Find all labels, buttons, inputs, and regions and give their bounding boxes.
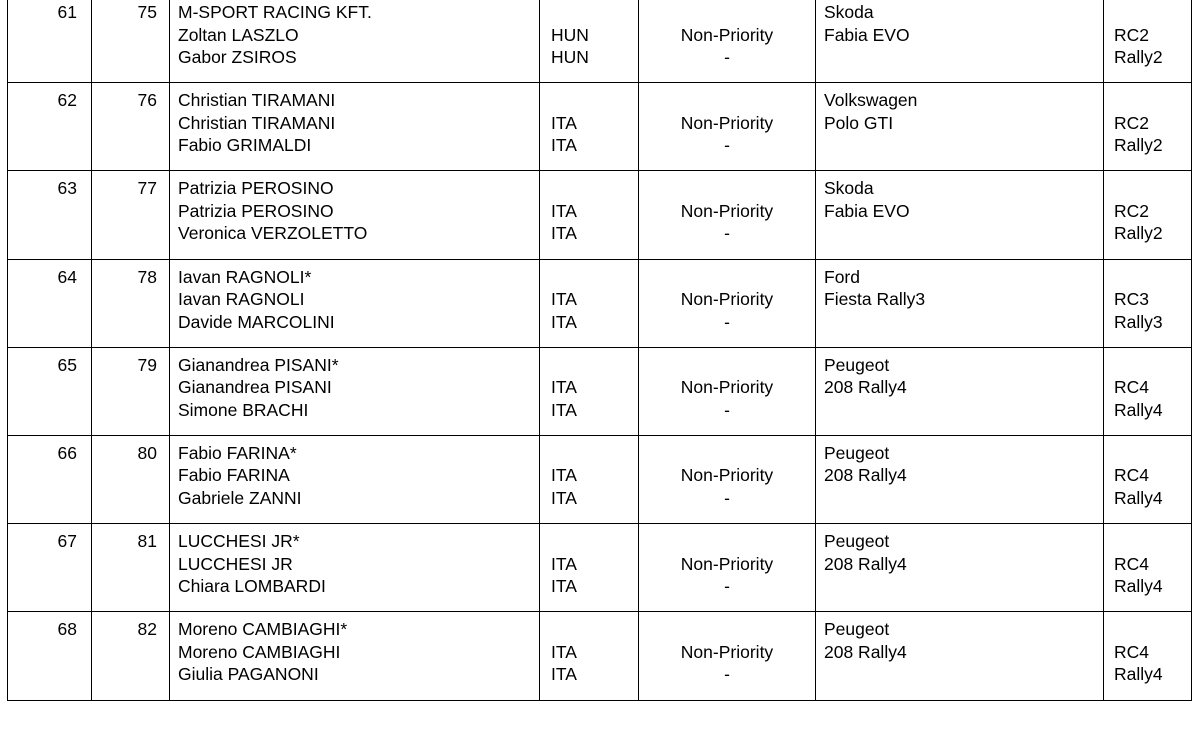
priority-status: Non-Priority: [680, 465, 774, 486]
car-number-cell: [92, 347, 170, 435]
priority-cell: [639, 171, 816, 259]
class-code: RC3: [1114, 289, 1150, 310]
vehicle-cell: [816, 83, 1104, 171]
vehicle-model: 208 Rally4: [824, 377, 907, 398]
vehicle-make: Volkswagen: [824, 90, 918, 111]
vehicle-make: Peugeot: [824, 354, 890, 375]
entry-number: 61: [57, 2, 77, 22]
entry-list-table: [7, 0, 1192, 701]
vehicle-model: Fabia EVO: [824, 200, 910, 221]
priority-cell: [639, 259, 816, 347]
entry-number: 67: [57, 531, 77, 552]
codriver-priority: -: [724, 399, 730, 420]
table-row: [8, 612, 1192, 700]
crew-cell: [170, 0, 540, 83]
priority-status: Non-Priority: [680, 289, 774, 310]
codriver-nationality: ITA: [551, 664, 577, 685]
vehicle-model: 208 Rally4: [824, 553, 907, 574]
car-number: 82: [137, 619, 157, 640]
car-number: 75: [137, 2, 157, 22]
vehicle-make: Peugeot: [824, 442, 890, 463]
codriver-nationality: ITA: [551, 223, 577, 244]
driver-name: Iavan RAGNOLI: [178, 289, 305, 310]
driver-name: LUCCHESI JR: [178, 553, 293, 574]
car-number-cell: [92, 0, 170, 83]
class-cell: [1104, 259, 1192, 347]
codriver-nationality: HUN: [551, 47, 589, 67]
class-code: RC4: [1114, 641, 1150, 662]
class-cell: [1104, 347, 1192, 435]
priority-status: Non-Priority: [680, 200, 774, 221]
entrant-name: Gianandrea PISANI*: [178, 354, 339, 375]
crew-cell: [170, 435, 540, 523]
vehicle-model: 208 Rally4: [824, 465, 907, 486]
driver-name: Moreno CAMBIAGHI: [178, 641, 341, 662]
class-group: Rally4: [1114, 576, 1163, 597]
vehicle-make: Ford: [824, 266, 860, 287]
class-group: Rally4: [1114, 399, 1163, 420]
entry-list-body: [8, 0, 1192, 700]
table-row: [8, 347, 1192, 435]
car-number-cell: [92, 612, 170, 700]
driver-nationality: ITA: [551, 200, 577, 221]
class-cell: [1104, 0, 1192, 83]
codriver-priority: -: [724, 487, 730, 508]
vehicle-model: Fiesta Rally3: [824, 289, 926, 310]
priority-cell: [639, 524, 816, 612]
class-code: RC4: [1114, 553, 1150, 574]
nationality-cell: [540, 612, 639, 700]
entrant-name: Moreno CAMBIAGHI*: [178, 619, 348, 640]
driver-name: Zoltan LASZLO: [178, 24, 299, 45]
vehicle-model: Fabia EVO: [824, 24, 910, 45]
codriver-priority: -: [724, 664, 730, 685]
class-group: Rally4: [1114, 664, 1163, 685]
priority-status: Non-Priority: [680, 24, 774, 45]
table-row: [8, 259, 1192, 347]
car-number: 79: [137, 354, 157, 375]
vehicle-cell: [816, 612, 1104, 700]
class-code: RC2: [1114, 200, 1150, 221]
entrant-name: Fabio FARINA*: [178, 442, 297, 463]
vehicle-cell: [816, 435, 1104, 523]
vehicle-model: Polo GTI: [824, 112, 894, 133]
nationality-cell: [540, 259, 639, 347]
entrant-name: Christian TIRAMANI: [178, 90, 336, 111]
nationality-cell: [540, 435, 639, 523]
codriver-priority: -: [724, 576, 730, 597]
class-group: Rally2: [1114, 223, 1163, 244]
class-code: RC4: [1114, 377, 1150, 398]
entry-number-cell: [8, 83, 92, 171]
codriver-name: Gabor ZSIROS: [178, 47, 297, 67]
codriver-nationality: ITA: [551, 399, 577, 420]
codriver-priority: -: [724, 311, 730, 332]
codriver-priority: -: [724, 47, 730, 67]
class-cell: [1104, 435, 1192, 523]
codriver-name: Simone BRACHI: [178, 399, 309, 420]
entry-number: 63: [57, 178, 77, 199]
driver-name: Fabio FARINA: [178, 465, 290, 486]
class-code: RC4: [1114, 465, 1150, 486]
class-cell: [1104, 83, 1192, 171]
codriver-name: Gabriele ZANNI: [178, 487, 302, 508]
class-cell: [1104, 612, 1192, 700]
entry-number: 68: [57, 619, 77, 640]
table-row: [8, 524, 1192, 612]
vehicle-cell: [816, 259, 1104, 347]
crew-cell: [170, 171, 540, 259]
class-group: Rally2: [1114, 135, 1163, 156]
table-row: [8, 171, 1192, 259]
priority-cell: [639, 0, 816, 83]
entry-number-cell: [8, 612, 92, 700]
car-number-cell: [92, 259, 170, 347]
driver-nationality: ITA: [551, 465, 577, 486]
driver-name: Patrizia PEROSINO: [178, 200, 334, 221]
vehicle-make: Skoda: [824, 2, 874, 22]
crew-cell: [170, 524, 540, 612]
entry-number-cell: [8, 524, 92, 612]
priority-cell: [639, 612, 816, 700]
car-number-cell: [92, 524, 170, 612]
priority-status: Non-Priority: [680, 553, 774, 574]
entry-number: 66: [57, 442, 77, 463]
car-number: 78: [137, 266, 157, 287]
entrant-name: Patrizia PEROSINO: [178, 178, 334, 199]
nationality-cell: [540, 83, 639, 171]
codriver-name: Fabio GRIMALDI: [178, 135, 312, 156]
vehicle-cell: [816, 171, 1104, 259]
entrant-name: Iavan RAGNOLI*: [178, 266, 312, 287]
table-row: [8, 83, 1192, 171]
class-group: Rally3: [1114, 311, 1163, 332]
nationality-cell: [540, 347, 639, 435]
entry-number: 64: [57, 266, 77, 287]
priority-status: Non-Priority: [680, 377, 774, 398]
entry-number-cell: [8, 347, 92, 435]
codriver-nationality: ITA: [551, 576, 577, 597]
vehicle-cell: [816, 347, 1104, 435]
car-number: 77: [137, 178, 157, 199]
table-row: [8, 435, 1192, 523]
driver-name: Christian TIRAMANI: [178, 112, 336, 133]
crew-cell: [170, 612, 540, 700]
car-number: 81: [137, 531, 157, 552]
nationality-cell: [540, 0, 639, 83]
vehicle-make: Skoda: [824, 178, 874, 199]
class-cell: [1104, 171, 1192, 259]
nationality-cell: [540, 171, 639, 259]
car-number: 76: [137, 90, 157, 111]
class-group: Rally2: [1114, 47, 1163, 67]
codriver-name: Veronica VERZOLETTO: [178, 223, 368, 244]
class-code: RC2: [1114, 112, 1150, 133]
codriver-priority: -: [724, 223, 730, 244]
entry-number-cell: [8, 0, 92, 83]
priority-status: Non-Priority: [680, 112, 774, 133]
car-number-cell: [92, 83, 170, 171]
codriver-priority: -: [724, 135, 730, 156]
codriver-nationality: ITA: [551, 135, 577, 156]
car-number-cell: [92, 435, 170, 523]
car-number-cell: [92, 171, 170, 259]
class-group: Rally4: [1114, 487, 1163, 508]
class-code: RC2: [1114, 24, 1150, 45]
priority-cell: [639, 83, 816, 171]
vehicle-make: Peugeot: [824, 619, 890, 640]
codriver-nationality: ITA: [551, 311, 577, 332]
codriver-name: Chiara LOMBARDI: [178, 576, 326, 597]
vehicle-make: Peugeot: [824, 531, 890, 552]
priority-status: Non-Priority: [680, 641, 774, 662]
driver-nationality: ITA: [551, 112, 577, 133]
table-row: [8, 0, 1192, 83]
class-cell: [1104, 524, 1192, 612]
crew-cell: [170, 347, 540, 435]
nationality-cell: [540, 524, 639, 612]
codriver-nationality: ITA: [551, 487, 577, 508]
entry-number: 65: [57, 354, 77, 375]
priority-cell: [639, 435, 816, 523]
driver-nationality: ITA: [551, 641, 577, 662]
driver-nationality: ITA: [551, 553, 577, 574]
driver-nationality: ITA: [551, 289, 577, 310]
driver-nationality: HUN: [551, 24, 589, 45]
vehicle-cell: [816, 0, 1104, 83]
codriver-name: Giulia PAGANONI: [178, 664, 319, 685]
driver-nationality: ITA: [551, 377, 577, 398]
driver-name: Gianandrea PISANI: [178, 377, 332, 398]
entrant-name: M-SPORT RACING KFT.: [178, 2, 372, 22]
entry-number: 62: [57, 90, 77, 111]
vehicle-cell: [816, 524, 1104, 612]
entry-number-cell: [8, 435, 92, 523]
priority-cell: [639, 347, 816, 435]
crew-cell: [170, 259, 540, 347]
codriver-name: Davide MARCOLINI: [178, 311, 335, 332]
entry-number-cell: [8, 259, 92, 347]
car-number: 80: [137, 442, 157, 463]
crew-cell: [170, 83, 540, 171]
entrant-name: LUCCHESI JR*: [178, 531, 300, 552]
entry-number-cell: [8, 171, 92, 259]
vehicle-model: 208 Rally4: [824, 641, 907, 662]
